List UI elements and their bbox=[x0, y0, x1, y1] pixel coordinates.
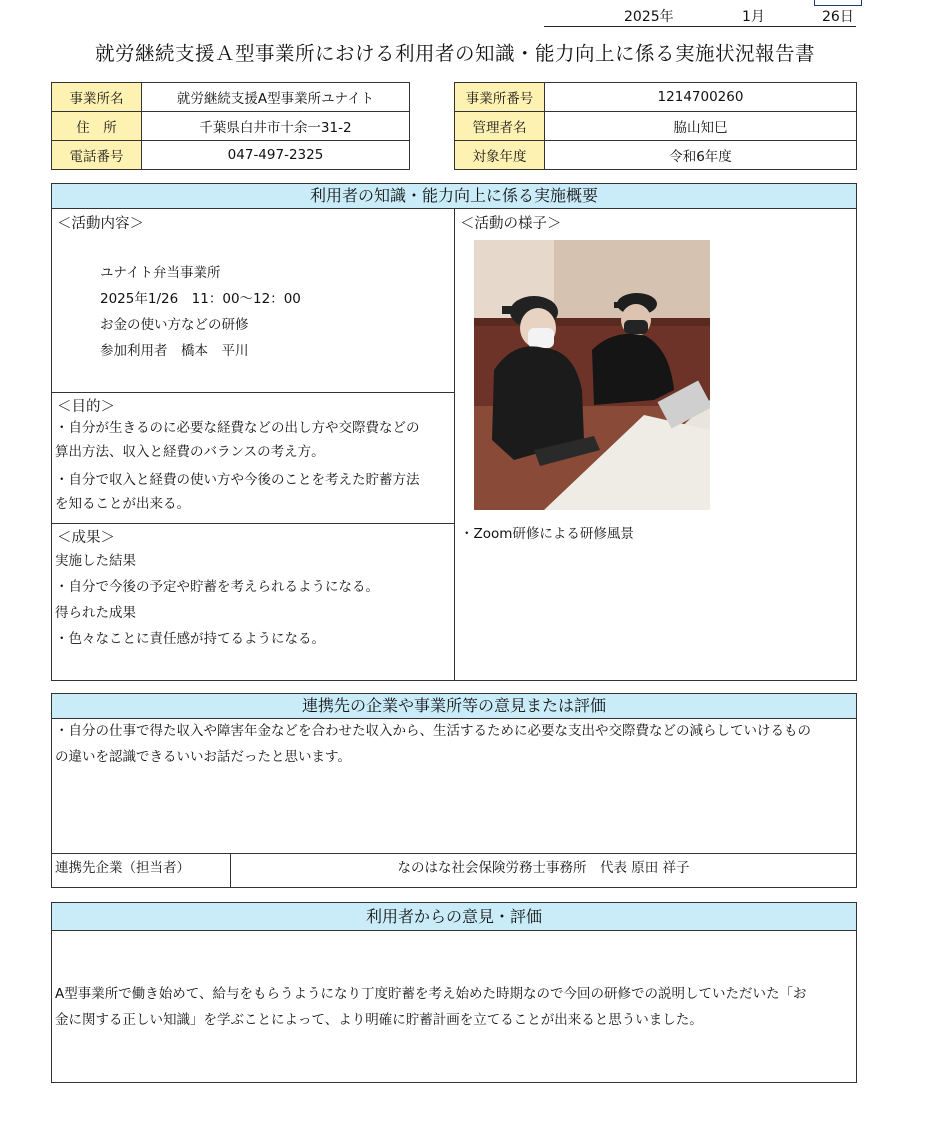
purpose-label: ＜目的＞ bbox=[57, 399, 115, 415]
office-number-label: 事業所番号 bbox=[455, 83, 545, 112]
activity-line: 参加利用者 橋本 平川 bbox=[100, 343, 249, 359]
summary-divider bbox=[51, 523, 454, 524]
purpose-line: 算出方法、収入と経費のバランスの考え方。 bbox=[55, 444, 325, 460]
user-opinion-header: 利用者からの意見・評価 bbox=[51, 902, 857, 931]
table-row bbox=[52, 83, 410, 112]
partner-divider bbox=[51, 853, 857, 854]
phone-value: 047-497-2325 bbox=[142, 141, 410, 170]
partner-comment-line: の違いを認識できるいいお話だったと思います。 bbox=[55, 749, 351, 765]
date-year: 2025年 bbox=[624, 9, 674, 25]
scene-label: ＜活動の様子＞ bbox=[460, 216, 562, 232]
user-opinion-content bbox=[55, 981, 855, 1033]
facility-info-table bbox=[51, 82, 410, 170]
manager-label: 管理者名 bbox=[455, 112, 545, 141]
summary-header: 利用者の知識・能力向上に係る実施概要 bbox=[51, 183, 857, 209]
activity-content bbox=[100, 260, 440, 364]
table-row bbox=[455, 83, 857, 112]
partner-comment-line: ・自分の仕事で得た収入や障害年金などを合わせた収入から、生活するために必要な支出や交際費などの減らしていけるもの bbox=[55, 723, 811, 739]
table-row bbox=[455, 141, 857, 170]
summary-divider bbox=[51, 392, 454, 393]
date-underline bbox=[544, 26, 856, 27]
user-opinion-line: 金に関する正しい知識」を学ぶことによって、より明確に貯蓄計画を立てることが出来ると思ういました。 bbox=[55, 1012, 703, 1028]
result-line: ・自分で今後の予定や貯蓄を考えられるようになる。 bbox=[55, 579, 379, 595]
user-opinion-line: A型事業所で働き始めて、給与をもらうようになり丁度貯蓄を考え始めた時期なので今回の研修での説明していただいた「お bbox=[55, 986, 807, 1002]
facility-name-value: 就労継続支援A型事業所ユナイト bbox=[142, 83, 410, 112]
facility-name-label: 事業所名 bbox=[52, 83, 142, 112]
partner-company-label: 連携先企業（担当者） bbox=[55, 860, 190, 876]
result-line: ・色々なことに責任感が持てるようになる。 bbox=[55, 631, 325, 647]
purpose-line: ・自分で収入と経費の使い方や今後のことを考えた貯蓄方法 bbox=[55, 472, 420, 488]
partner-header: 連携先の企業や事業所等の意見または評価 bbox=[51, 693, 857, 719]
table-row bbox=[52, 141, 410, 170]
purpose-line: ・自分が生きるのに必要な経費などの出し方や交際費などの bbox=[55, 420, 420, 436]
document-title: 就労継続支援Ａ型事業所における利用者の知識・能力向上に係る実施状況報告書 bbox=[94, 42, 815, 65]
office-number-value: 1214700260 bbox=[545, 83, 857, 112]
activity-photo bbox=[474, 240, 710, 510]
fiscal-year-label: 対象年度 bbox=[455, 141, 545, 170]
manager-value: 脇山知巳 bbox=[545, 112, 857, 141]
address-value: 千葉県白井市十余一31-2 bbox=[142, 112, 410, 141]
fiscal-year-value: 令和6年度 bbox=[545, 141, 857, 170]
photo-caption: ・Zoom研修による研修風景 bbox=[460, 526, 634, 542]
activity-label: ＜活動内容＞ bbox=[57, 216, 144, 232]
activity-line: お金の使い方などの研修 bbox=[100, 317, 249, 333]
table-row bbox=[455, 112, 857, 141]
purpose-line: を知ることが出来る。 bbox=[55, 496, 190, 512]
office-info-table bbox=[454, 82, 857, 170]
result-label: ＜成果＞ bbox=[57, 530, 115, 546]
result-line: 実施した結果 bbox=[55, 553, 136, 569]
partner-company-value: なのはな社会保険労務士事務所 代表 原田 祥子 bbox=[397, 860, 690, 876]
summary-divider bbox=[454, 209, 455, 681]
address-label: 住 所 bbox=[52, 112, 142, 141]
purpose-content bbox=[55, 416, 451, 516]
partner-comment bbox=[55, 718, 855, 770]
activity-line: 2025年1/26 11：00～12：00 bbox=[100, 291, 301, 307]
result-content bbox=[55, 548, 451, 652]
date-month: 1月 bbox=[742, 9, 765, 25]
phone-label: 電話番号 bbox=[52, 141, 142, 170]
date-day: 26日 bbox=[822, 9, 854, 25]
table-row bbox=[52, 112, 410, 141]
result-line: 得られた成果 bbox=[55, 605, 136, 621]
activity-line: ユナイト弁当事業所 bbox=[100, 265, 221, 281]
